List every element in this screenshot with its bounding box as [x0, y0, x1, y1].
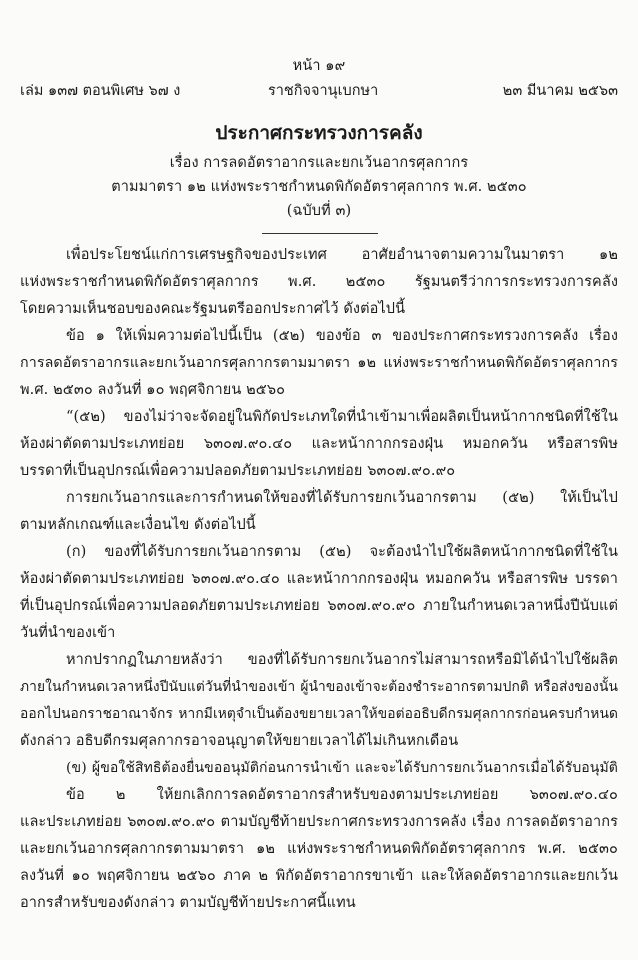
body-line: (ก) ของที่ได้รับการยกเว้นอากรตาม (๕๒) จะต้องนำไปใช้ผลิตหน้ากากชนิดที่ใช้ใน	[66, 544, 618, 560]
announcement-title: ประกาศกระทรวงการคลัง	[215, 122, 423, 144]
publication-name: ราชกิจจานุเบกษา	[268, 83, 379, 99]
body-line: ออกไปนอกราชอาณาจักร หากมีเหตุจำเป็นต้องขยายเวลาให้ขอต่ออธิบดีกรมศุลกากรก่อนครบกำหนด	[20, 706, 618, 722]
body-line: (ข) ผู้ขอใช้สิทธิต้องยื่นขออนุมัติก่อนการนำเข้า และจะได้รับการยกเว้นอากรเมื่อได้รับอนุมัติ	[66, 760, 618, 776]
page-number: หน้า ๑๙	[292, 58, 346, 74]
body-line: ที่เป็นอุปกรณ์เพื่อความปลอดภัยตามประเภทย่อย ๖๓๐๗.๙๐.๙๐ ภายในกำหนดเวลาหนึ่งปีนับแต่	[20, 598, 618, 614]
publication-date: ๒๓ มีนาคม ๒๕๖๓	[502, 83, 618, 99]
body-line: พ.ศ. ๒๕๓๐ ลงวันที่ ๑๐ พฤศจิกายน ๒๕๖๐	[20, 382, 286, 398]
body-line: ห้องผ่าตัดตามประเภทย่อย ๖๓๐๗.๙๐.๔๐ และหน้ากากกรองฝุ่น หมอกควัน หรือสารพิษ บรรดา	[20, 571, 618, 587]
body-line: หากปรากฏในภายหลังว่า ของที่ได้รับการยกเว้นอากรไม่สามารถหรือมิได้นำไปใช้ผลิต	[66, 652, 618, 668]
body-line: เพื่อประโยชน์แก่การเศรษฐกิจของประเทศ อาศัยอำนาจตามความในมาตรา ๑๒	[66, 247, 618, 263]
body-line: ห้องผ่าตัดตามประเภทย่อย ๖๓๐๗.๙๐.๔๐ และหน้ากากกรองฝุ่น หมอกควัน หรือสารพิษ	[20, 436, 618, 452]
body-line: วันที่นำของเข้า	[20, 625, 116, 641]
volume-info: เล่ม ๑๓๗ ตอนพิเศษ ๖๗ ง	[20, 83, 181, 99]
body-line: การยกเว้นอากรและการกำหนดให้ของที่ได้รับการยกเว้นอากรตาม (๕๒) ให้เป็นไป	[66, 490, 618, 506]
body-line: ภายในกำหนดเวลาหนึ่งปีนับแต่วันที่นำของเข้า ผู้นำของเข้าจะต้องชำระอากรตามปกติ หรือส่งของนั้น	[20, 679, 618, 695]
gazette-header	[20, 80, 618, 102]
announcement-basis: ตามมาตรา ๑๒ แห่งพระราชกำหนดพิกัดอัตราศุลกากร พ.ศ. ๒๕๓๐	[111, 179, 527, 195]
body-line: ลงวันที่ ๑๐ พฤศจิกายน ๒๕๖๐ ภาค ๒ พิกัดอัตราอากรขาเข้า และให้ลดอัตราอากรและยกเว้น	[20, 868, 618, 884]
title-divider	[262, 233, 378, 234]
body-line: อากรสำหรับของดังกล่าว ตามบัญชีท้ายประกาศนี้แทน	[20, 895, 356, 911]
body-line: และยกเว้นอากรศุลกากรตามมาตรา ๑๒ แห่งพระราชกำหนดพิกัดอัตราศุลกากร พ.ศ. ๒๕๓๐	[20, 841, 618, 857]
body-line: แห่งพระราชกำหนดพิกัดอัตราศุลกากร พ.ศ. ๒๕๓๐ รัฐมนตรีว่าการกระทรวงการคลัง	[20, 274, 618, 290]
body-line: “(๕๒) ของไม่ว่าจะจัดอยู่ในพิกัดประเภทใดที่นำเข้ามาเพื่อผลิตเป็นหน้ากากชนิดที่ใช้ใน	[66, 409, 618, 425]
body-line: ข้อ ๑ ให้เพิ่มความต่อไปนี้เป็น (๕๒) ของข้อ ๓ ของประกาศกระทรวงการคลัง เรื่อง	[66, 328, 618, 344]
announcement-issue: (ฉบับที่ ๓)	[286, 203, 352, 219]
body-line: โดยความเห็นชอบของคณะรัฐมนตรีออกประกาศไว้ ดังต่อไปนี้	[20, 301, 406, 317]
body-line: ข้อ ๒ ให้ยกเลิกการลดอัตราอากรสำหรับของตามประเภทย่อย ๖๓๐๗.๙๐.๔๐	[66, 787, 618, 803]
body-line: ดังกล่าว อธิบดีกรมศุลกากรอาจอนุญาตให้ขยายเวลาได้ไม่เกินหกเดือน	[20, 733, 459, 749]
body-line: ตามหลักเกณฑ์และเงื่อนไข ดังต่อไปนี้	[20, 517, 256, 533]
body-line: และประเภทย่อย ๖๓๐๗.๙๐.๙๐ ตามบัญชีท้ายประกาศกระทรวงการคลัง เรื่อง การลดอัตราอากร	[20, 814, 618, 830]
body-line: บรรดาที่เป็นอุปกรณ์เพื่อความปลอดภัยตามประเภทย่อย ๖๓๐๗.๙๐.๙๐	[20, 463, 456, 479]
announcement-subject: เรื่อง การลดอัตราอากรและยกเว้นอากรศุลกากร	[169, 155, 469, 171]
body-line: การลดอัตราอากรและยกเว้นอากรศุลกากรตามมาตรา ๑๒ แห่งพระราชกำหนดพิกัดอัตราศุลกากร	[20, 355, 618, 371]
